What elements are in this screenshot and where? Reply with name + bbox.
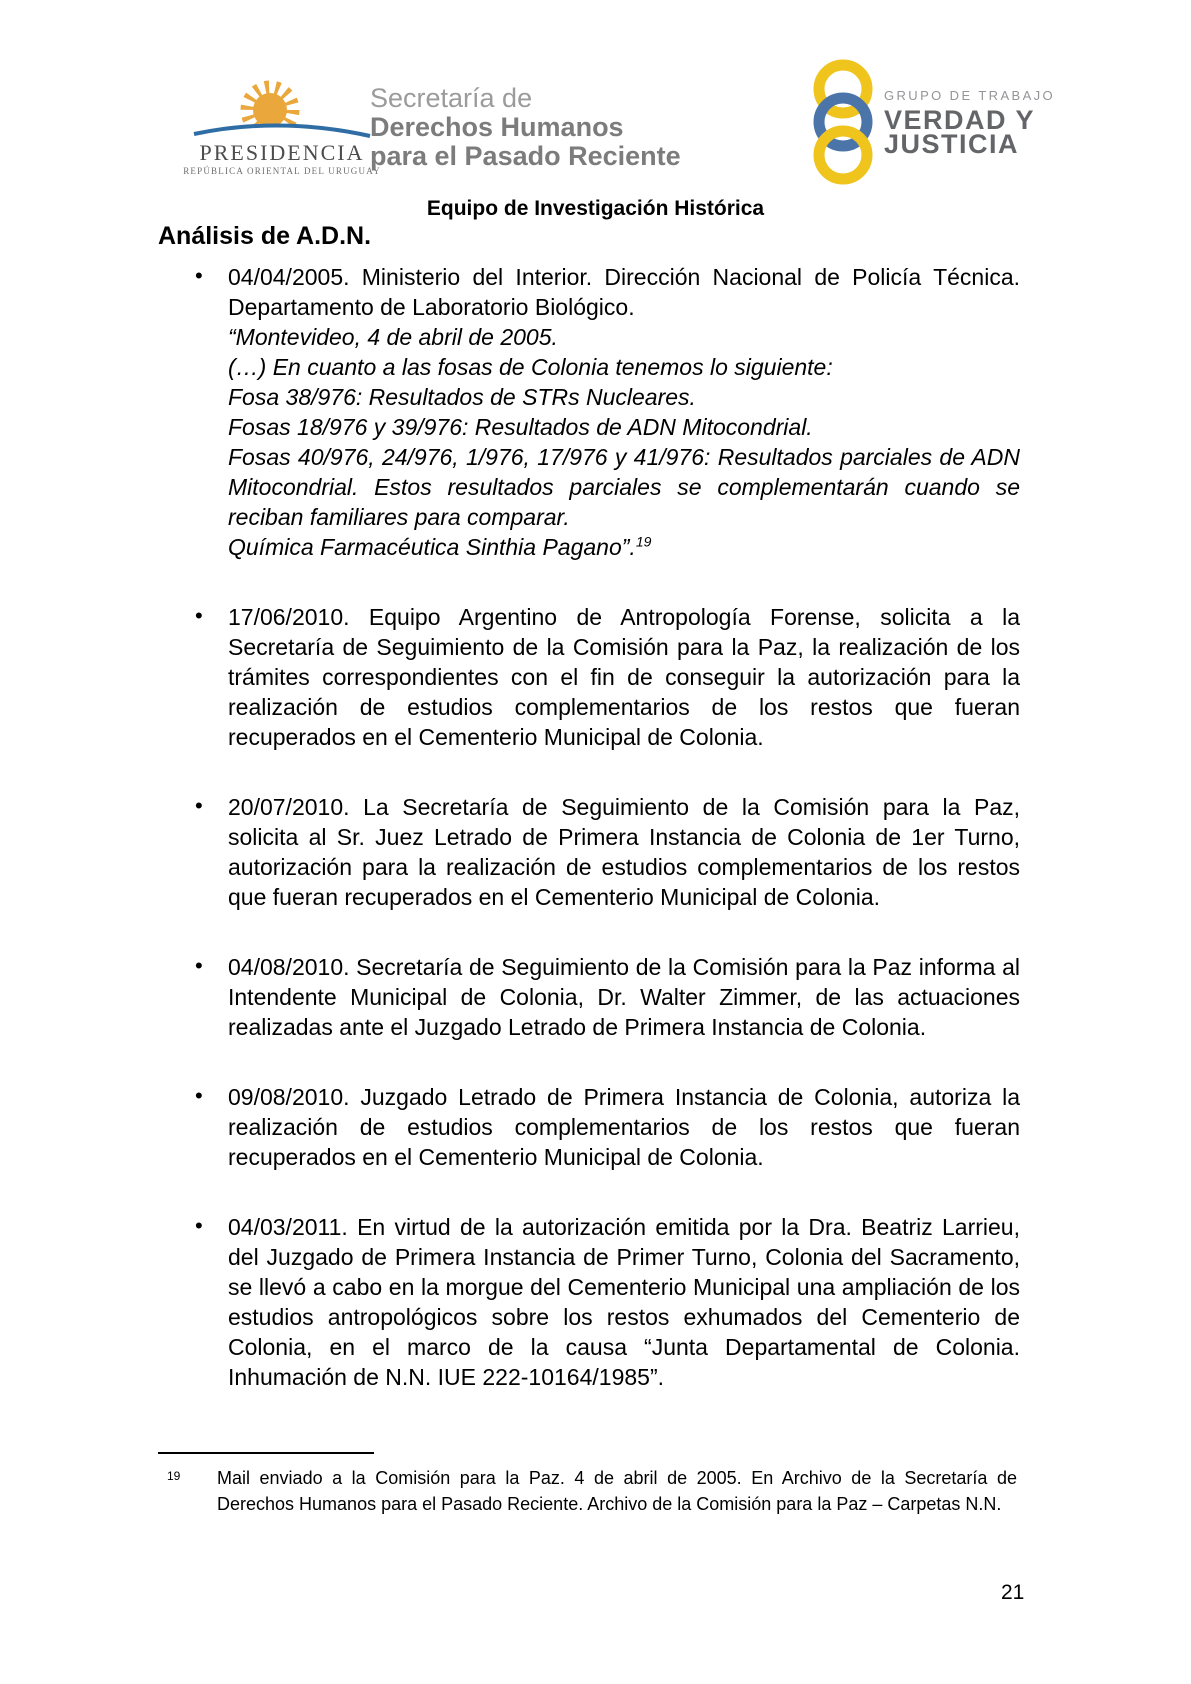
- footnote-number: 19: [167, 1469, 181, 1483]
- bullet-list: [228, 262, 1020, 1392]
- quote-line: Fosa 38/976: Resultados de STRs Nucleares.: [228, 384, 696, 410]
- presidencia-wordmark: PRESIDENCIA: [199, 140, 365, 165]
- footnote-text: Mail enviado a la Comisión para la Paz. 4 de abril de 2005. En Archivo de la Secretaría de Derechos Humanos para el Pasado Reciente. Archivo de la Comisión para la Paz – Carpetas N.N.: [217, 1468, 1017, 1514]
- quote-line: Fosas 40/976, 24/976, 1/976, 17/976 y 41/976: Resultados parciales de ADN Mitocondrial. Estos resultados parciales se complementarán cuando se reciban familiares para comparar.: [228, 444, 1020, 530]
- bullet-item: [228, 792, 1020, 912]
- presidencia-sun-icon: [192, 58, 372, 143]
- quote-line: Química Farmacéutica Sinthia Pagano”.$^{19}$: [228, 533, 652, 560]
- bullet-text: • 20/07/2010. La Secretaría de Seguimiento de la Comisión para la Paz, solicita al Sr. Juez Letrado de Primera Instancia de Colonia de 1er Turno, autorización para la realización de estudios complementarios de los restos que fueran recuperados en el Cementerio Municipal de Colonia.: [228, 794, 1020, 910]
- verdad-justicia-text: [884, 88, 1056, 159]
- bullet-text: • 17/06/2010. Equipo Argentino de Antropología Forense, solicita a la Secretaría de Seguimiento de la Comisión para la Paz, la realización de los trámites correspondientes con el fin de conseguir la autorización para la realización de estudios complementarios de los restos que fueran recuperados en el Cementerio Municipal de Colonia.: [228, 604, 1020, 750]
- bullet-item: [228, 952, 1020, 1042]
- footnote: [158, 1452, 1020, 1517]
- secretaria-line1: Secretaría de: [370, 83, 533, 113]
- quote-line: “Montevideo, 4 de abril de 2005.: [228, 324, 558, 350]
- bullet-item: [228, 1082, 1020, 1172]
- bullet-item: [228, 262, 1020, 562]
- justicia-label: JUSTICIA: [884, 129, 1020, 159]
- section-title: Análisis de A.D.N.: [158, 222, 372, 250]
- verdad-justicia-rings-icon: [807, 59, 879, 189]
- bullet-item: [228, 602, 1020, 752]
- bullet-text: • 04/03/2011. En virtud de la autorización emitida por la Dra. Beatriz Larrieu, del Juzgado de Primera Instancia de Primer Turno, Colonia del Sacramento, se llevó a cabo en la morgue del Cementerio Municipal una ampliación de los estudios antropológicos sobre los restos exhumados del Cementerio de Colonia, en el marco de la causa “Junta Departamental de Colonia. Inhumación de N.N. IUE 222-10164/1985”.: [228, 1214, 1020, 1390]
- quote-line: (…) En cuanto a las fosas de Colonia tenemos lo siguiente:: [228, 354, 833, 380]
- page-number: 21: [1001, 1581, 1025, 1604]
- team-heading: Equipo de Investigación Histórica: [426, 197, 765, 220]
- grupo-de-trabajo-label: GRUPO DE TRABAJO: [884, 88, 1056, 103]
- secretaria-title-block: [370, 84, 681, 171]
- presidencia-logo: [183, 58, 381, 178]
- verdad-justicia-logo: [807, 59, 1097, 189]
- quote-line: Fosas 18/976 y 39/976: Resultados de ADN Mitocondrial.: [228, 414, 813, 440]
- bullet-text: • 04/04/2005. Ministerio del Interior. Dirección Nacional de Policía Técnica. Departamento de Laboratorio Biológico.: [228, 264, 1020, 320]
- bullet-item: [228, 1212, 1020, 1392]
- verdad-y-label: VERDAD Y: [884, 105, 1036, 135]
- footnote-divider: [158, 1452, 374, 1454]
- secretaria-line2: Derechos Humanos: [370, 112, 624, 142]
- secretaria-line3: para el Pasado Reciente: [370, 141, 681, 171]
- presidencia-subtitle: REPÚBLICA ORIENTAL DEL URUGUAY: [183, 166, 381, 176]
- bullet-text: • 09/08/2010. Juzgado Letrado de Primera Instancia de Colonia, autoriza la realización de estudios complementarios de los restos que fueran recuperados en el Cementerio Municipal de Colonia.: [228, 1084, 1020, 1170]
- bullet-text: • 04/08/2010. Secretaría de Seguimiento de la Comisión para la Paz informa al Intendente Municipal de Colonia, Dr. Walter Zimmer, de las actuaciones realizadas ante el Juzgado Letrado de Primera Instancia de Colonia.: [228, 954, 1020, 1040]
- footnote-ref: 19: [635, 533, 652, 550]
